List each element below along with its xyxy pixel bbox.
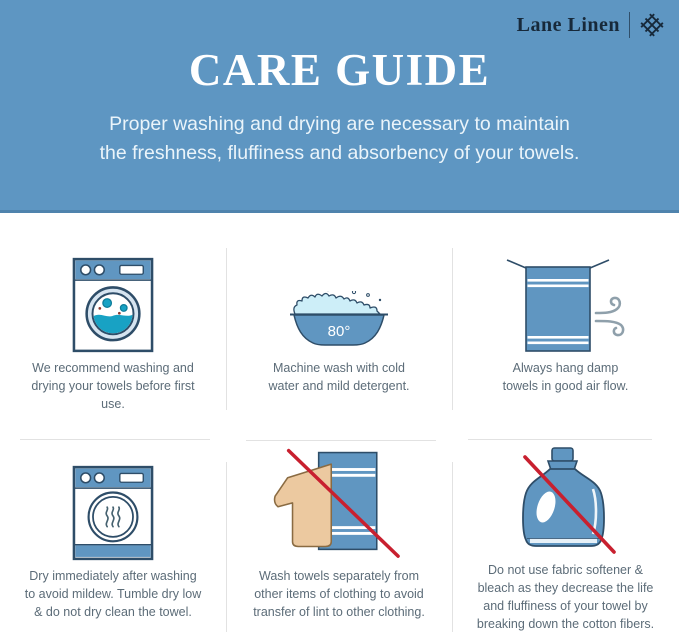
- care-grid: [0, 213, 679, 635]
- care-item-no-softener: [452, 439, 679, 635]
- care-item-machine-wash: [226, 213, 452, 439]
- divider-vertical-right-top: [452, 248, 453, 410]
- brand-divider: [629, 12, 630, 38]
- care-item-hang-dry: [452, 213, 679, 439]
- page-title: CARE GUIDE: [188, 45, 491, 95]
- wind-icon: [596, 298, 623, 335]
- shirt-icon: [275, 464, 332, 546]
- divider-vertical-right-bottom: [452, 462, 453, 632]
- divider-horizontal-right: [468, 439, 652, 440]
- brand: [517, 12, 665, 38]
- wash-basin-icon: [284, 291, 394, 353]
- care-item-wash-separately: [226, 439, 452, 635]
- no-fabric-softener-icon: [510, 445, 622, 557]
- basin-temperature-label: 80°: [327, 323, 351, 340]
- care-item-caption: Always hang damp towels in good air flow.: [502, 361, 629, 393]
- weave-logo-icon: [639, 12, 665, 38]
- hang-dry-icon: [498, 257, 634, 353]
- divider-horizontal-left: [20, 439, 210, 440]
- divider-vertical-left-bottom: [226, 462, 227, 632]
- care-item-tumble-dry: [0, 439, 226, 635]
- care-item-first-wash: [0, 213, 226, 439]
- washing-machine-icon: [72, 257, 154, 353]
- tumble-dryer-icon: [72, 465, 154, 561]
- wash-separately-icon: [270, 439, 408, 561]
- header: [0, 0, 679, 213]
- care-item-caption: Machine wash with cold water and mild detergent.: [268, 361, 410, 393]
- page-subtitle: Proper washing and drying are necessary to maintain the freshness, fluffiness and absorbency of your towels.: [99, 113, 580, 164]
- care-item-caption: We recommend washing and drying your towels before first use.: [31, 361, 195, 411]
- detergent-bottle-icon: [523, 469, 604, 546]
- brand-name: Lane Linen: [516, 13, 620, 36]
- care-item-caption: Do not use fabric softener & bleach as they decrease the life and fluffiness of your towel by breaking down the cotton fibers.: [476, 563, 655, 631]
- care-item-caption: Wash towels separately from other items of clothing to avoid transfer of lint to other clothing.: [253, 569, 425, 619]
- care-item-caption: Dry immediately after washing to avoid mildew. Tumble dry low & do not dry clean the towel.: [24, 569, 202, 619]
- divider-vertical-left-top: [226, 248, 227, 410]
- divider-horizontal-middle: [246, 440, 436, 441]
